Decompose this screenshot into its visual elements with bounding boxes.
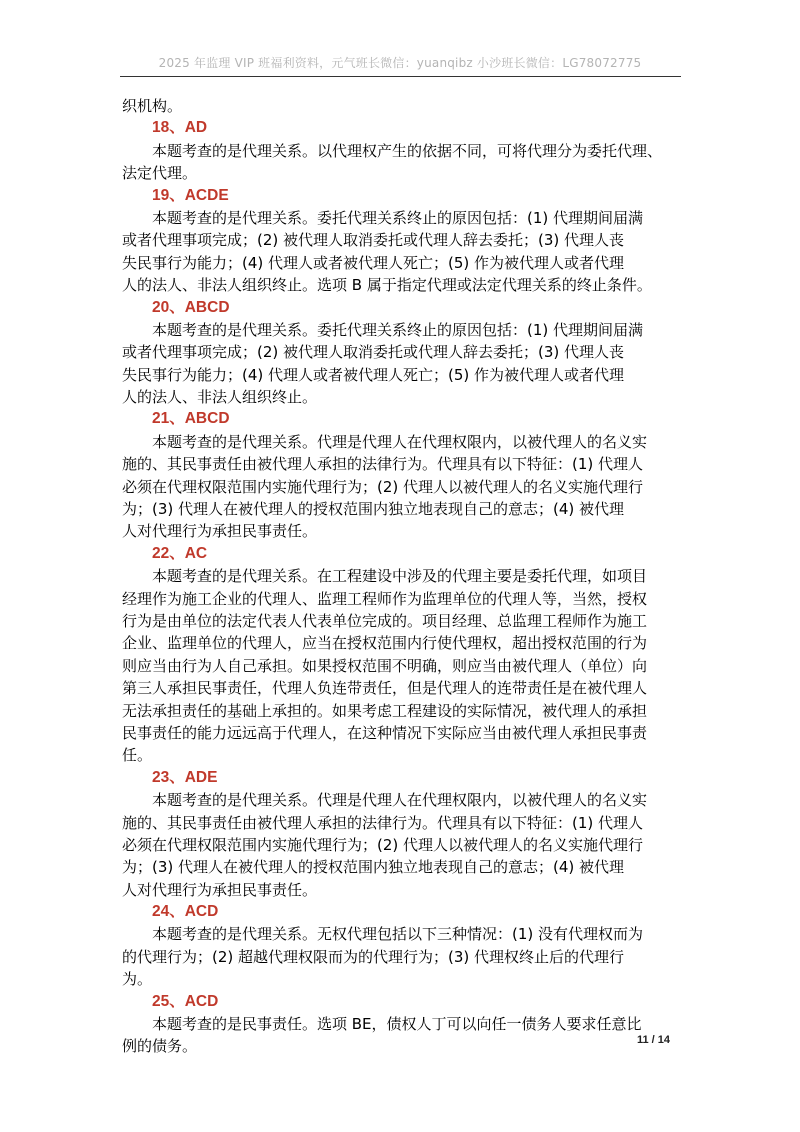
explanation-line: 的代理行为；(2) 超越代理权限而为的代理行为；(3) 代理权终止后的代理行 [122,947,625,966]
answer-number: 18、AD [152,119,208,137]
explanation-line: 本题考查的是代理关系。代理是代理人在代理权限内，以被代理人的名义实 [152,432,648,451]
answer-item [122,901,682,991]
explanation-line: 人的法人、非法人组织终止。 [122,388,318,407]
explanation-line: 企业、监理单位的代理人，应当在授权范围内行使代理权，超出授权范围的行为 [122,634,648,653]
explanation-line: 人的法人、非法人组织终止。选项 B 属于指定代理或法定代理关系的终止条件。 [122,276,652,295]
explanation-line: 例的债务。 [122,1037,198,1056]
explanation-line: 施的、其民事责任由被代理人承担的法律行为。代理具有以下特征：(1) 代理人 [122,455,644,474]
explanation-line: 行为是由单位的法定代表人代表单位完成的。项目经理、总监理工程师作为施工 [122,611,648,630]
explanation-line: 本题考查的是代理关系。在工程建设中涉及的代理主要是委托代理，如项目 [152,567,648,586]
explanation-line: 为；(3) 代理人在被代理人的授权范围内独立地表现自己的意志；(4) 被代理 [122,500,625,519]
header-divider [120,76,681,77]
page-header: 2025 年监理 VIP 班福利资料，元气班长微信：yuanqibz 小沙班长微信：LG78072775 [158,56,642,70]
explanation-line: 无法承担责任的基础上承担的。如果考虑工程建设的实际情况，被代理人的承担 [122,701,648,720]
explanation-line: 人对代理行为承担民事责任。 [122,522,318,541]
answer-number: 19、ACDE [152,186,229,204]
explanation-line: 或者代理事项完成；(2) 被代理人取消委托或代理人辞去委托；(3) 代理人丧 [122,343,625,362]
answer-item [122,117,682,184]
answer-item [122,991,682,1058]
explanation-line: 经理作为施工企业的代理人、监理工程师作为监理单位的代理人等，当然，授权 [122,589,648,608]
continuation-text: 织机构。 [122,97,183,115]
answer-item [122,185,682,297]
explanation-line: 第三人承担民事责任，代理人负连带责任，但是代理人的连带责任是在被代理人 [122,679,648,698]
explanation-line: 本题考查的是代理关系。代理是代理人在代理权限内，以被代理人的名义实 [152,791,648,810]
explanation-line: 本题考查的是代理关系。无权代理包括以下三种情况：(1) 没有代理权而为 [152,925,644,944]
explanation-line: 人对代理行为承担民事责任。 [122,880,318,899]
explanation-line: 本题考查的是代理关系。以代理权产生的依据不同，可将代理分为委托代理、 [152,141,663,160]
explanation-line: 法定代理。 [122,164,198,183]
explanation-line: 本题考查的是代理关系。委托代理关系终止的原因包括：(1) 代理期间届满 [152,320,644,339]
page-number: 11 / 14 [637,1034,671,1046]
explanation-line: 失民事行为能力；(4) 代理人或者被代理人死亡；(5) 作为被代理人或者代理 [122,365,625,384]
answer-number: 25、ACD [152,992,219,1010]
answer-number: 22、AC [152,544,208,562]
explanation-line: 或者代理事项完成；(2) 被代理人取消委托或代理人辞去委托；(3) 代理人丧 [122,231,625,250]
explanation-line: 为；(3) 代理人在被代理人的授权范围内独立地表现自己的意志；(4) 被代理 [122,858,625,877]
answer-item [122,297,682,409]
answer-number: 23、ADE [152,768,218,786]
explanation-line: 任。 [122,746,153,765]
answer-item [122,408,682,542]
explanation-line: 施的、其民事责任由被代理人承担的法律行为。代理具有以下特征：(1) 代理人 [122,813,644,832]
explanation-line: 为。 [122,970,153,989]
explanation-line: 则应当由行为人自己承担。如果授权范围不明确，则应当由被代理人（单位）向 [122,656,648,675]
answer-list [122,117,682,1057]
explanation-line: 民事责任的能力远远高于代理人，在这种情况下实际应当由被代理人承担民事责 [122,723,648,742]
answer-number: 20、ABCD [152,298,230,316]
explanation-line: 本题考查的是民事责任。选项 BE，债权人丁可以向任一债务人要求任意比 [152,1015,642,1034]
answer-content [122,95,682,1058]
answer-number: 24、ACD [152,903,219,921]
explanation-line: 失民事行为能力；(4) 代理人或者被代理人死亡；(5) 作为被代理人或者代理 [122,253,625,272]
answer-number: 21、ABCD [152,410,230,428]
explanation-line: 本题考查的是代理关系。委托代理关系终止的原因包括：(1) 代理期间届满 [152,208,644,227]
answer-item [122,767,682,901]
explanation-line: 必须在代理权限范围内实施代理行为；(2) 代理人以被代理人的名义实施代理行 [122,477,644,496]
answer-item [122,543,682,767]
explanation-line: 必须在代理权限范围内实施代理行为；(2) 代理人以被代理人的名义实施代理行 [122,835,644,854]
